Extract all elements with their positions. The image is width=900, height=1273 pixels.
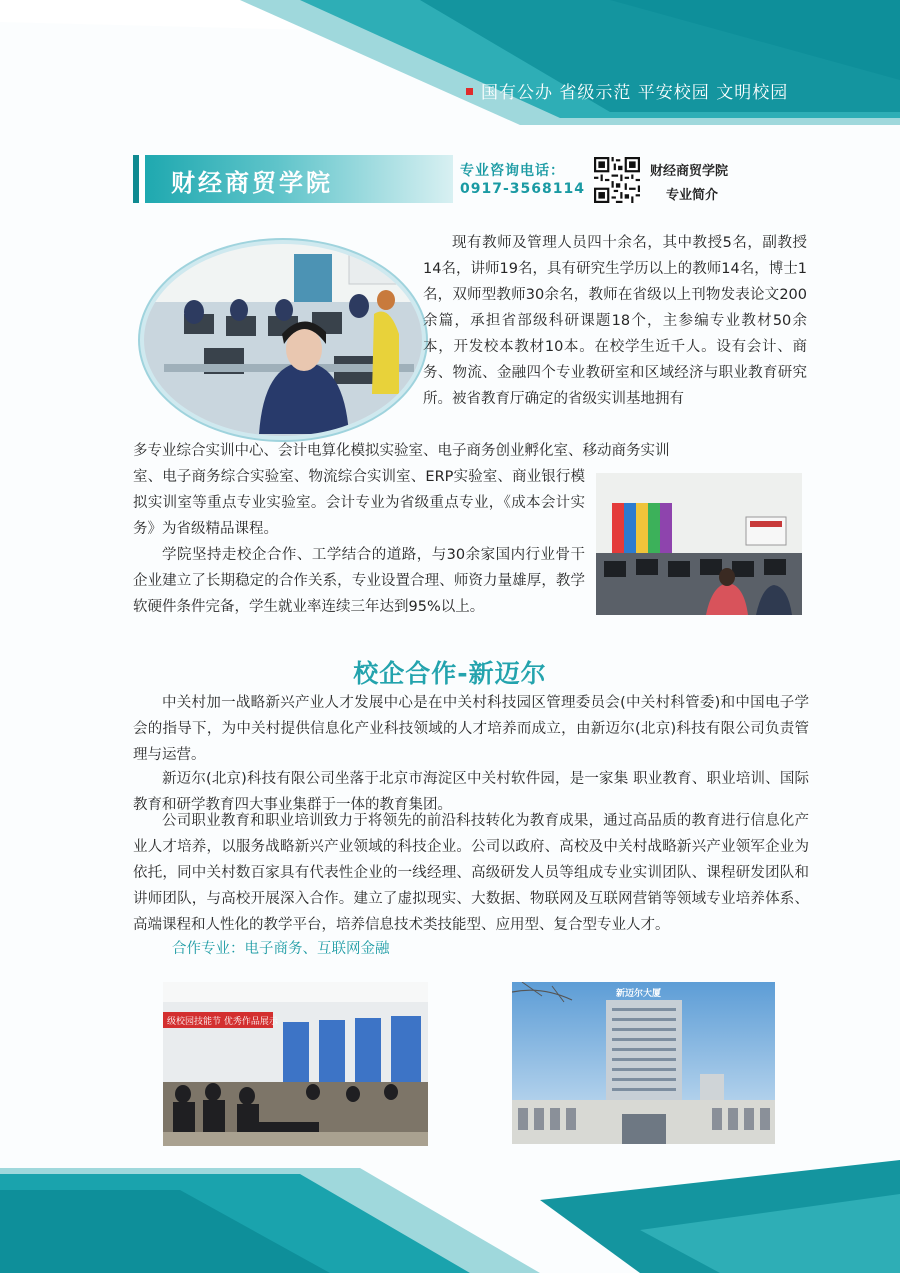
header-decor xyxy=(0,0,900,130)
partner-heading: 校企合作-新迈尔 xyxy=(353,659,547,688)
training-classroom-photo xyxy=(163,982,428,1146)
classroom-photo-oval xyxy=(140,240,426,440)
intro-paragraph-1a: 现有教师及管理人员四十余名，其中教授5名，副教授14名，讲师19名，具有研究生学历以上的教师14名，博士1名，双师型教师30余名，教师在省级以上刊物发表论文200余篇，承担省部级科研课题18个，主参编专业教材50余本，开发校本教材10本。在校学生近千人。设有会计、商务、物流、金融四个专业教研室和区域经济与职业教育研究所。被省教育厅确定的省级实训基地拥有 xyxy=(423,235,807,407)
qr-caption-line1: 财经商贸学院 xyxy=(650,164,729,179)
intro-paragraph-1b: 多专业综合实训中心、会计电算化模拟实验室、电子商务创业孵化室、移动商务实训 xyxy=(133,443,670,459)
qr-code-icon[interactable] xyxy=(594,157,640,203)
footer-decor xyxy=(0,1160,900,1273)
intro-paragraph-1c: 室、电子商务综合实验室、物流综合实训室、ERP实验室、商业银行模拟实训室等重点专业实验室。会计专业为省级重点专业，《成本会计实务》为省级精品课程。 xyxy=(133,469,585,537)
partner-paragraph-3: 公司职业教育和职业培训致力于将领先的前沿科技转化为教育成果，通过高品质的教育进行信息化产业人才培养，以服务战略新兴产业领域的科技企业。公司以政府、高校及中关村战略新兴产业领军企业为依托，同中关村数百家具有代表性企业的一线经理、高级研发人员等组成专业实训团队、课程研发团队和讲师团队，与高校开展深入合作。建立了虚拟现实、大数据、物联网及互联网营销等领域专业培养体系、高端课程和人性化的教学平台，培养信息技术类技能型、应用型、复合型专业人才。 xyxy=(133,813,809,933)
section-title-bar xyxy=(133,155,453,203)
header-motto: 国有公办 省级示范 平安校园 文明校园 xyxy=(466,78,788,103)
company-building-photo xyxy=(512,982,775,1144)
bullet-icon xyxy=(466,88,473,95)
partner-paragraph-1: 中关村加一战略新兴产业人才发展中心是在中关村科技园区管理委员会(中关村科管委)和中国电子学会的指导下，为中关村提供信息化产业科技领域的人才培养而成立，由新迈尔(北京)科技有限公司负责管理与运营。 xyxy=(133,695,809,763)
cooperation-majors: 合作专业：电子商务、互联网金融 xyxy=(172,941,390,957)
phone-label: 专业咨询电话： xyxy=(460,163,565,179)
intro-paragraph-2: 学院坚持走校企合作、工学结合的道路，与30余家国内行业骨干企业建立了长期稳定的合作关系，专业设置合理、师资力量雄厚，教学软硬件条件完备，学生就业率连续三年达到95%以上。 xyxy=(133,547,585,615)
partner-paragraph-2: 新迈尔(北京)科技有限公司坐落于北京市海淀区中关村软件园，是一家集 职业教育、职业培训、国际教育和研学教育四大事业集群于一体的教育集团。 xyxy=(133,771,809,813)
section-title: 财经商贸学院 xyxy=(171,169,333,197)
building-sign: 新迈尔大厦 xyxy=(616,989,662,999)
classroom-banner: 级校园技能节 优秀作品展示 xyxy=(167,1017,278,1027)
qr-caption-line2: 专业简介 xyxy=(666,188,719,203)
phone-number[interactable]: 0917-3568114 xyxy=(460,181,585,197)
lab-photo xyxy=(596,473,802,615)
